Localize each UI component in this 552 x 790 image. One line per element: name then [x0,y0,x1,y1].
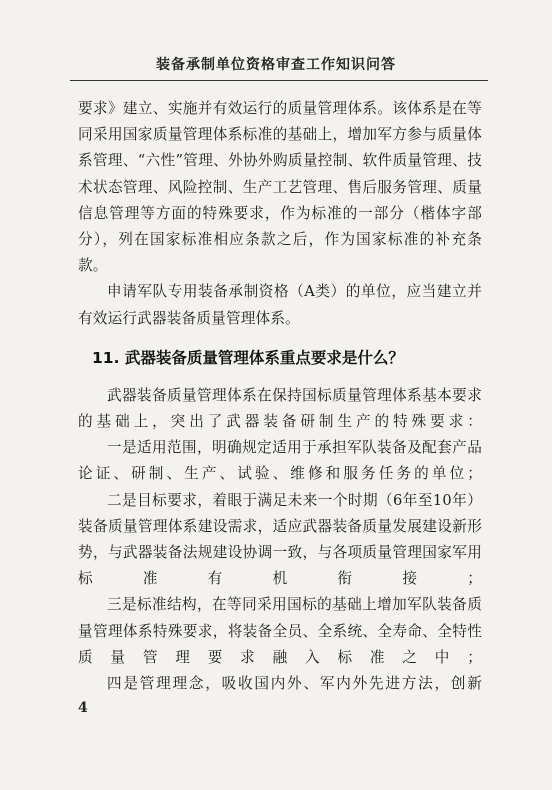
paragraph-1: 要求》建立、实施并有效运行的质量管理体系。该体系是在等同采用国家质量管理体系标准的基础上，增加军方参与质量体系管理、“六性”管理、外协外购质量控制、软件质量管理、技术状态管理、风险控制、生产工艺管理、售后服务管理、质量信息管理等方面的特殊要求，作为标准的一部分（楷体字部分），列在国家标准相应条款之后，作为国家标准的补充条款。 [78,100,482,275]
page-number: 4 [78,700,88,716]
paragraph-4: 一是适用范围，明确规定适用于承担军队装备及配套产品论证、研制、生产、试验、维修和服务任务的单位； [78,439,482,483]
running-header-title: 装备承制单位资格审查工作知识问答 [156,57,396,73]
paragraph-6: 三是标准结构，在等同采用国标的基础上增加军队装备质量管理体系特殊要求，将装备全员、全系统、全寿命、全特性质量管理要求融入标准之中； [78,596,482,666]
paragraph-5: 二是目标要求，着眼于满足未来一个时期（6年至10年）装备质量管理体系建设需求，适应武器装备质量发展建设新形势，与武器装备法规建设协调一致，与各项质量管理国家军用标准有机衔接； [78,491,482,588]
paragraph-3: 武器装备质量管理体系在保持国标质量管理体系基本要求的基础上，突出了武器装备研制生产的特殊要求： [78,386,482,431]
header-rule [70,80,488,81]
paragraph-2: 申请军队专用装备承制资格（A类）的单位，应当建立并有效运行武器装备质量管理体系。 [78,283,482,327]
page-body [78,96,482,697]
paragraph-7: 四是管理理念，吸收国内外、军内外先进方法，创新 [107,675,482,693]
section-heading: 11. 武器装备质量管理体系重点要求是什么？ [92,348,404,367]
